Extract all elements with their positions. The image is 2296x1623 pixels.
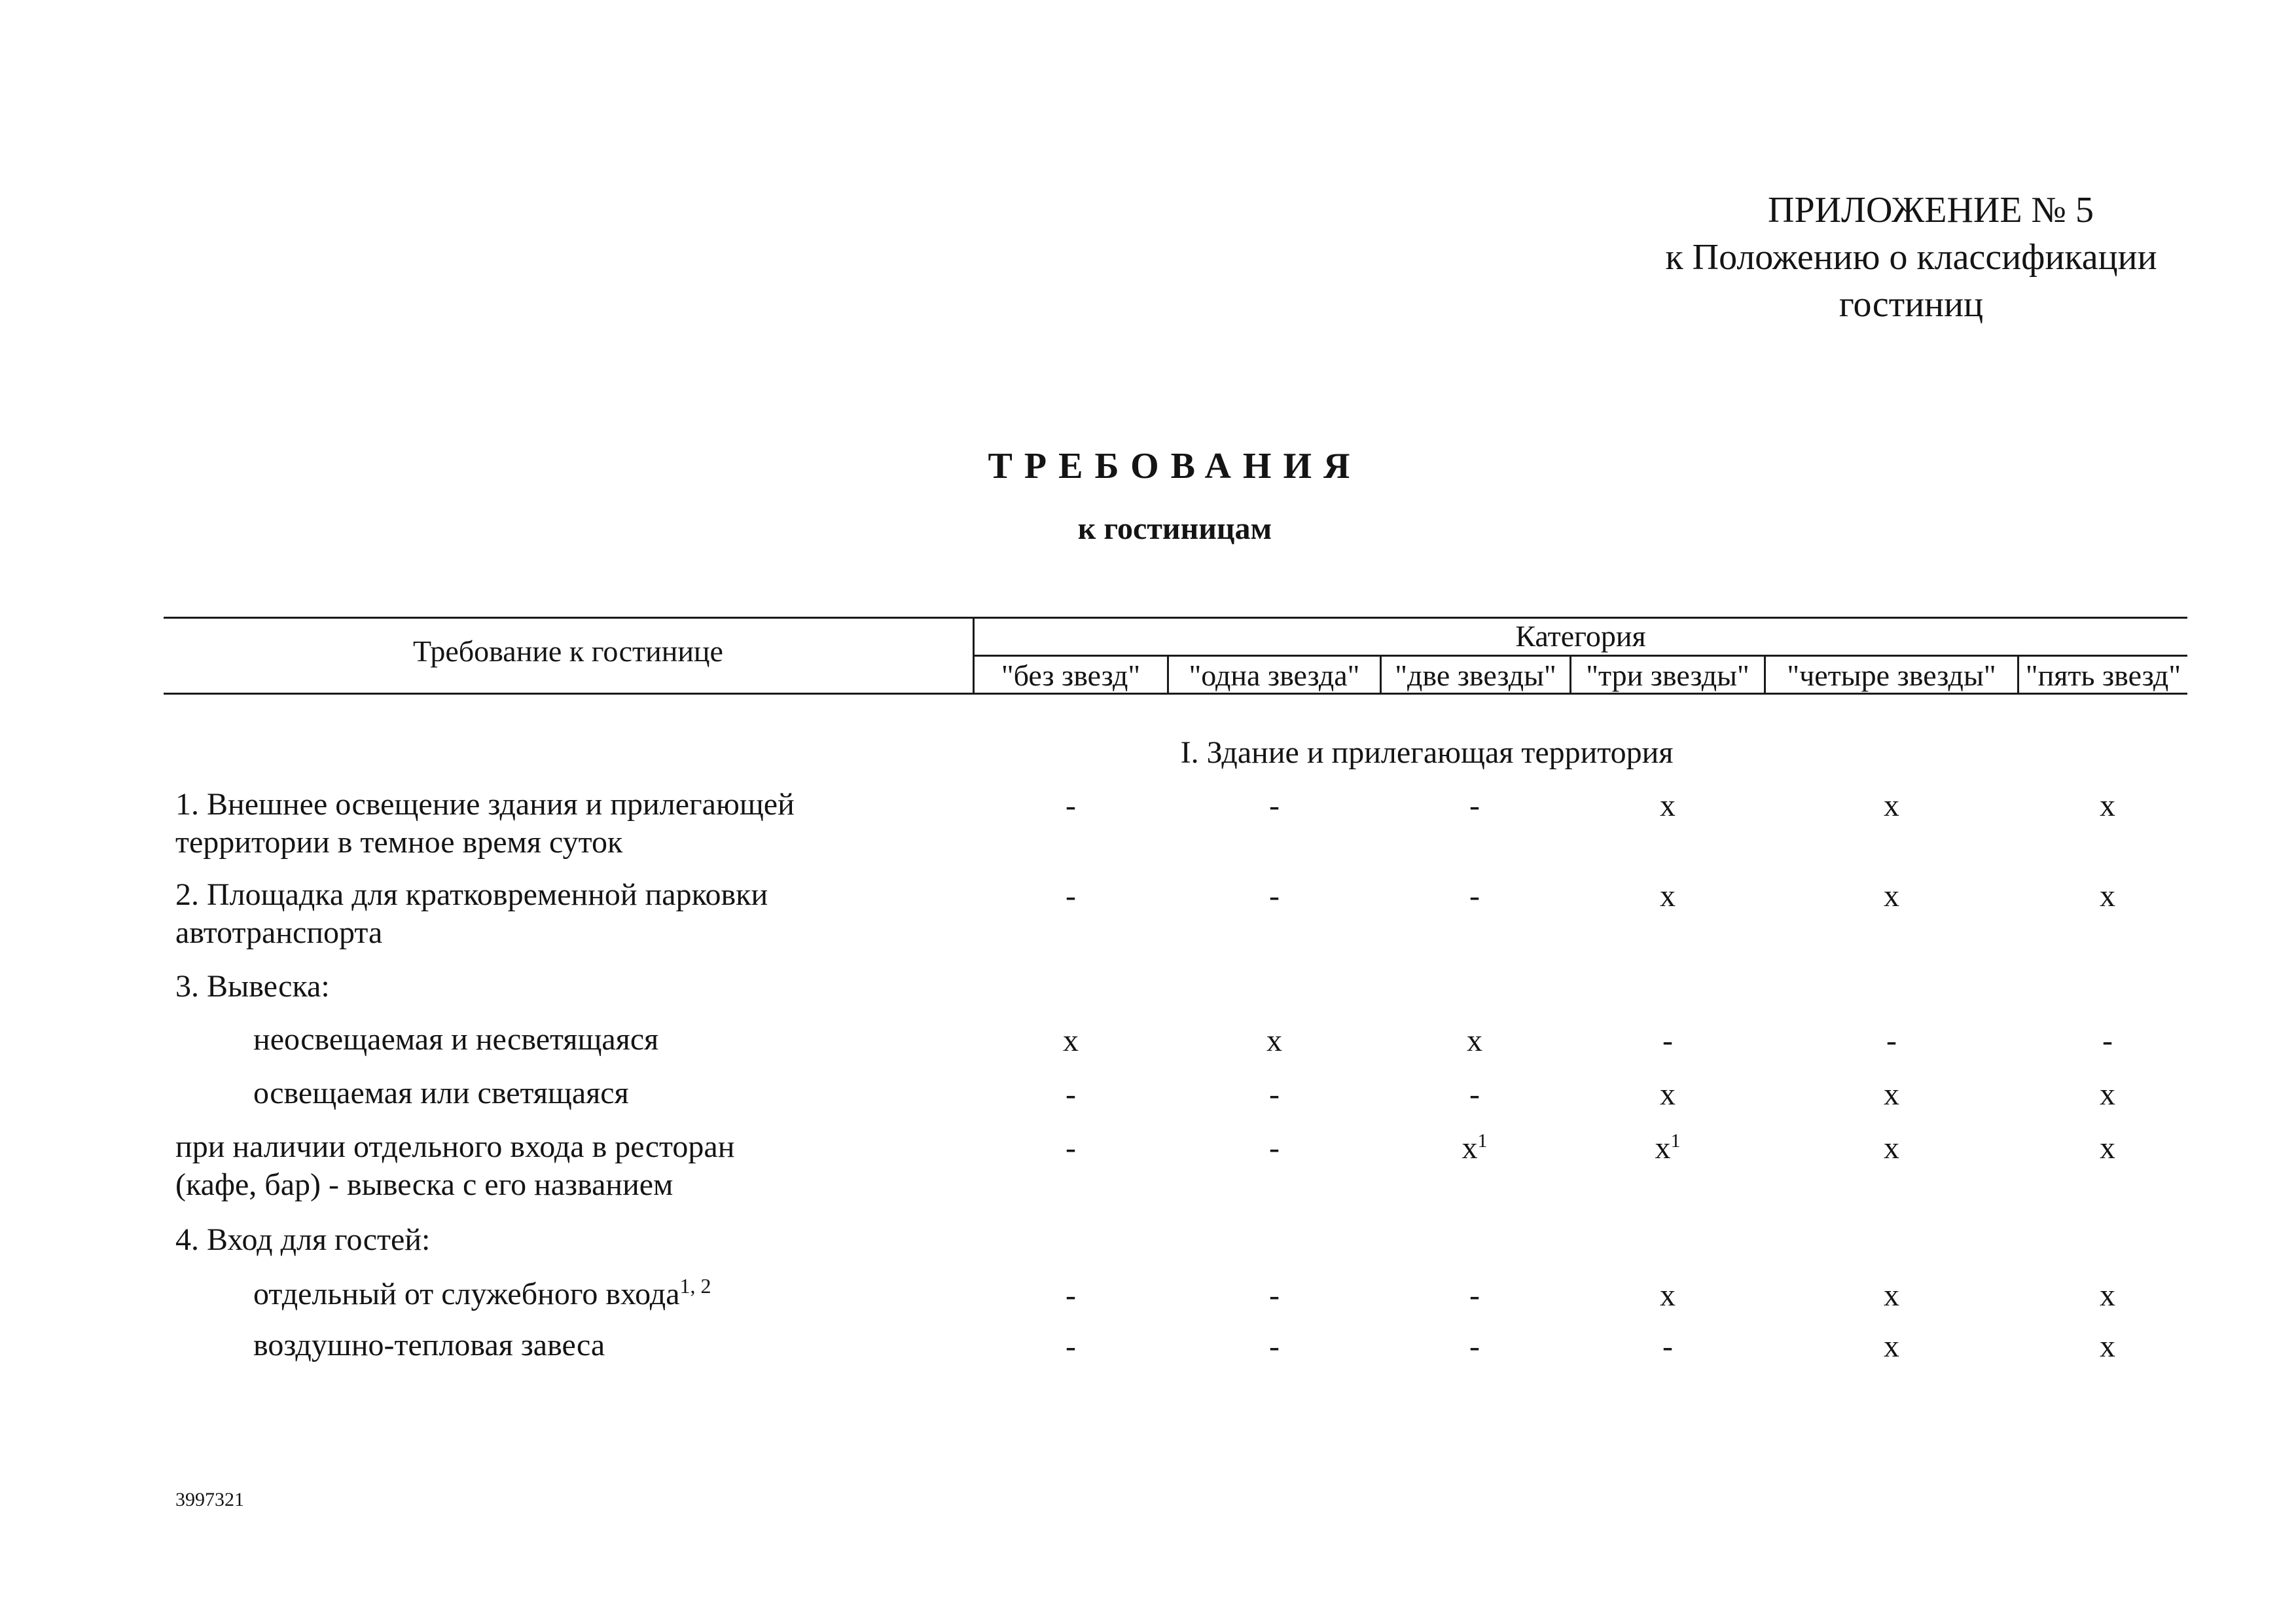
mark-five-stars: x	[2100, 1329, 2115, 1364]
mark-two-stars: -	[1469, 788, 1480, 823]
mark-two-stars: -	[1469, 879, 1480, 913]
requirement-line: автотранспорта	[175, 915, 383, 950]
mark-no-stars: -	[1066, 1077, 1076, 1112]
category-five-stars: "пять звезд"	[2025, 659, 2181, 692]
mark-one-star: -	[1269, 879, 1280, 913]
mark-no-stars: -	[1066, 1278, 1076, 1313]
mark-four-stars: x	[1884, 1278, 1899, 1313]
mark-three-stars: x	[1660, 1278, 1676, 1313]
requirement-text: 3. Вывеска:	[175, 969, 330, 1004]
appendix-reference: к Положению о классификации	[1665, 237, 2157, 278]
requirement-text	[175, 1128, 734, 1204]
requirement-text	[175, 786, 795, 862]
mark-value: x	[1655, 1131, 1671, 1165]
requirement-text: воздушно-тепловая завеса	[253, 1328, 605, 1362]
requirement-line: 1. Внешнее освещение здания и прилегающей	[175, 787, 795, 822]
mark-five-stars: x	[2100, 1131, 2115, 1165]
mark-two-stars: -	[1469, 1077, 1480, 1112]
requirement-text	[175, 876, 768, 952]
requirement-line: (кафе, бар) - вывеска с его названием	[175, 1167, 673, 1202]
mark-no-stars: -	[1066, 879, 1076, 913]
mark-three-stars: x	[1660, 879, 1676, 913]
footnote-marker: 1	[1670, 1130, 1681, 1152]
mark-value: x	[1462, 1131, 1478, 1165]
mark-one-star: -	[1269, 788, 1280, 823]
requirement-text: 4. Вход для гостей:	[175, 1222, 431, 1257]
mark-no-stars: x	[1063, 1023, 1079, 1058]
category-no-stars: "без звезд"	[1001, 659, 1141, 692]
category-three-stars: "три звезды"	[1586, 659, 1749, 692]
mark-four-stars: x	[1884, 879, 1899, 913]
mark-one-star: -	[1269, 1131, 1280, 1165]
mark-three-stars	[1628, 1130, 1707, 1166]
mark-four-stars: x	[1884, 788, 1899, 823]
mark-two-stars: x	[1467, 1023, 1482, 1058]
mark-one-star: -	[1269, 1278, 1280, 1313]
category-rule	[974, 655, 2187, 657]
requirement-line: территории в темное время суток	[175, 825, 623, 860]
footnote-marker: 1	[1477, 1130, 1488, 1152]
mark-five-stars: x	[2100, 879, 2115, 913]
mark-five-stars: x	[2100, 1278, 2115, 1313]
category-one-star: "одна звезда"	[1189, 659, 1360, 692]
mark-two-stars: -	[1469, 1278, 1480, 1313]
appendix-number: ПРИЛОЖЕНИЕ № 5	[1768, 190, 2094, 230]
mark-one-star: x	[1266, 1023, 1282, 1058]
mark-no-stars: -	[1066, 1329, 1076, 1364]
requirement-column-header: Требование к гостинице	[413, 634, 723, 668]
mark-two-stars: -	[1469, 1329, 1480, 1364]
mark-three-stars: -	[1662, 1329, 1673, 1364]
mark-one-star: -	[1269, 1329, 1280, 1364]
category-two-stars: "две звезды"	[1395, 659, 1556, 692]
category-four-stars: "четыре звезды"	[1787, 659, 1996, 692]
mark-four-stars: -	[1886, 1023, 1897, 1058]
mark-one-star: -	[1269, 1077, 1280, 1112]
requirement-text	[253, 1275, 711, 1313]
appendix-reference-cont: гостиниц	[1839, 284, 1984, 325]
appendix-block	[1617, 187, 2206, 328]
requirement-line: 2. Площадка для кратковременной парковки	[175, 877, 768, 912]
mark-four-stars: x	[1884, 1329, 1899, 1364]
mark-no-stars: -	[1066, 788, 1076, 823]
mark-five-stars: x	[2100, 1077, 2115, 1112]
document-subtitle: к гостиницам	[1077, 511, 1272, 546]
mark-two-stars	[1435, 1130, 1514, 1166]
requirement-line: отдельный от служебного входа	[253, 1277, 680, 1311]
footnote-marker: 1, 2	[679, 1274, 711, 1298]
mark-three-stars: x	[1660, 1077, 1676, 1112]
mark-four-stars: x	[1884, 1077, 1899, 1112]
mark-three-stars: -	[1662, 1023, 1673, 1058]
mark-five-stars: -	[2102, 1023, 2113, 1058]
mark-no-stars: -	[1066, 1131, 1076, 1165]
section-heading: I. Здание и прилегающая территория	[1180, 735, 1674, 770]
document-title: ТРЕБОВАНИЯ	[988, 446, 1362, 486]
requirement-text: неосвещаемая и несветящаяся	[253, 1022, 659, 1057]
document-number: 3997321	[175, 1489, 244, 1510]
requirement-line: при наличии отдельного входа в ресторан	[175, 1129, 735, 1164]
mark-five-stars: x	[2100, 788, 2115, 823]
category-column-header: Категория	[1515, 619, 1646, 653]
table-header-bottom-rule	[164, 693, 2187, 695]
mark-three-stars: x	[1660, 788, 1676, 823]
requirement-text: освещаемая или светящаяся	[253, 1076, 629, 1110]
mark-four-stars: x	[1884, 1131, 1899, 1165]
